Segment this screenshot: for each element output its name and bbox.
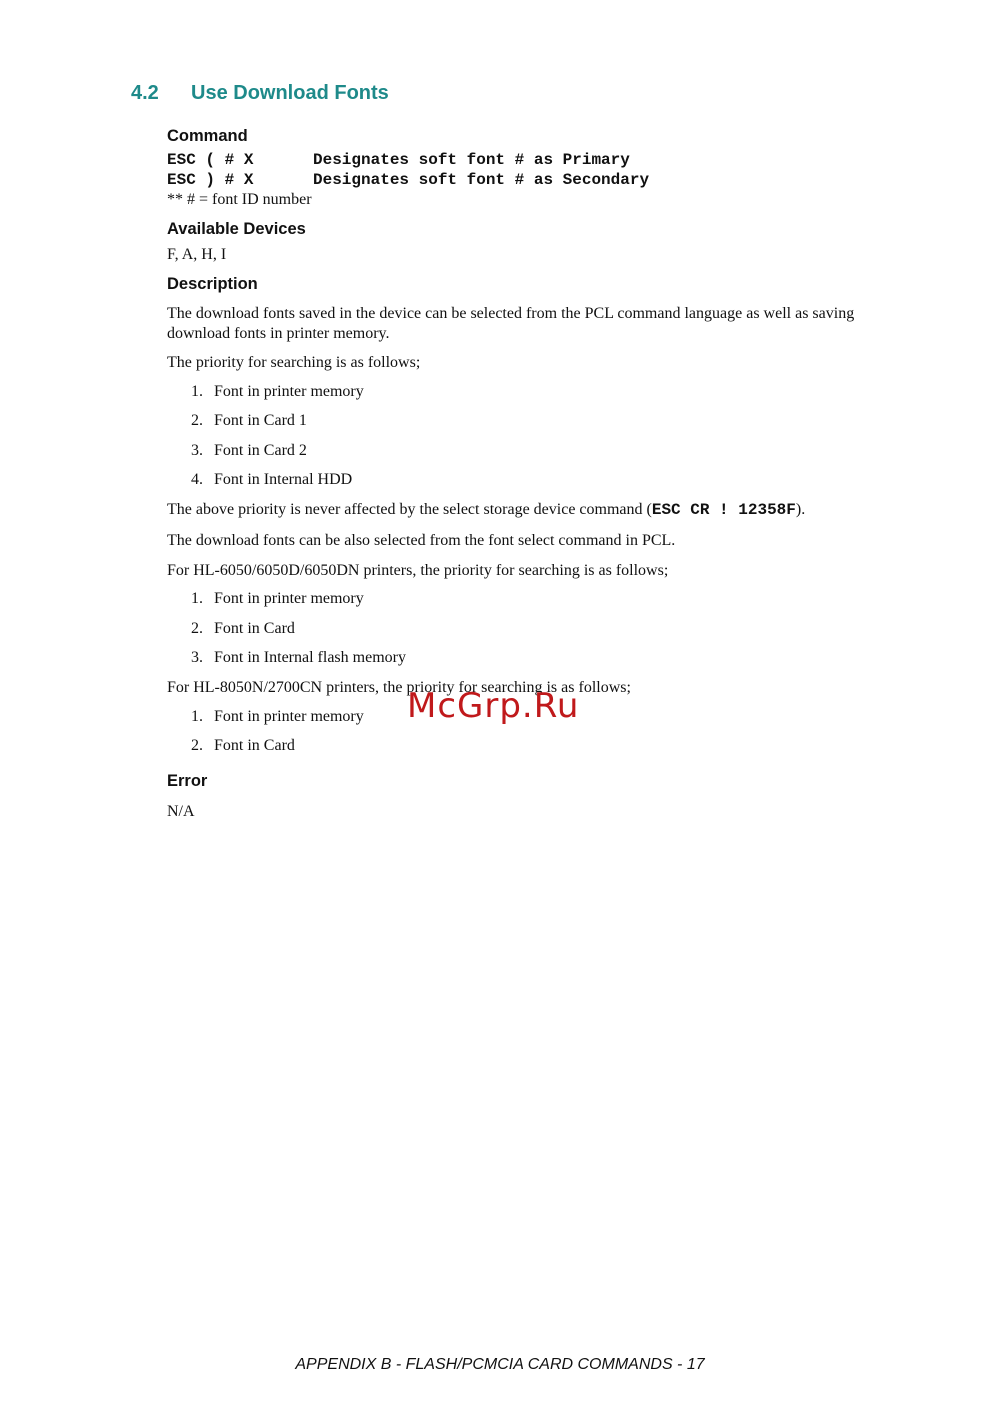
description-paragraph: For HL-8050N/2700CN printers, the priority for searching is as follows; xyxy=(167,679,631,696)
list-item: 1. Font in printer memory xyxy=(191,708,364,725)
command-code: ESC ) # X xyxy=(167,171,254,189)
description-heading: Description xyxy=(167,275,258,293)
description-paragraph: The priority for searching is as follows; xyxy=(167,354,421,371)
section-title-text: Use Download Fonts xyxy=(191,82,389,104)
description-paragraph: The download fonts can be also selected from the font select command in PCL. xyxy=(167,532,676,549)
command-desc: Designates soft font # as Primary xyxy=(313,151,630,169)
list-item: 2. Font in Card 1 xyxy=(191,412,307,429)
list-item: 1. Font in printer memory xyxy=(191,383,364,400)
list-item: 3. Font in Card 2 xyxy=(191,442,307,459)
command-note: ** # = font ID number xyxy=(167,191,312,208)
command-line-primary xyxy=(167,151,630,169)
devices-heading: Available Devices xyxy=(167,220,306,238)
section-number: 4.2 xyxy=(131,82,159,104)
watermark: McGrp.Ru xyxy=(407,686,580,726)
list-item: 2. Font in Card xyxy=(191,737,295,754)
description-paragraph: The download fonts saved in the device can be selected from the PCL command language as well as saving download fonts in printer memory. xyxy=(167,305,855,342)
list-item: 1. Font in printer memory xyxy=(191,590,364,607)
section-title xyxy=(131,82,389,105)
command-desc: Designates soft font # as Secondary xyxy=(313,171,650,189)
error-value: N/A xyxy=(167,803,195,820)
list-item: 2. Font in Card xyxy=(191,620,295,637)
command-heading: Command xyxy=(167,127,248,145)
list-item: 4. Font in Internal HDD xyxy=(191,471,353,488)
description-paragraph: The above priority is never affected by the select storage device command (ESC CR ! 12358F). xyxy=(167,501,806,519)
list-item: 3. Font in Internal flash memory xyxy=(191,649,406,666)
error-heading: Error xyxy=(167,772,208,790)
description-paragraph: For HL-6050/6050D/6050DN printers, the priority for searching is as follows; xyxy=(167,562,669,579)
page-footer: APPENDIX B - FLASH/PCMCIA CARD COMMANDS - 17 xyxy=(295,1356,705,1373)
devices-value: F, A, H, I xyxy=(167,246,227,263)
command-line-secondary xyxy=(167,171,649,189)
inline-command: ESC CR ! 12358F xyxy=(651,501,796,519)
command-code: ESC ( # X xyxy=(167,151,254,169)
